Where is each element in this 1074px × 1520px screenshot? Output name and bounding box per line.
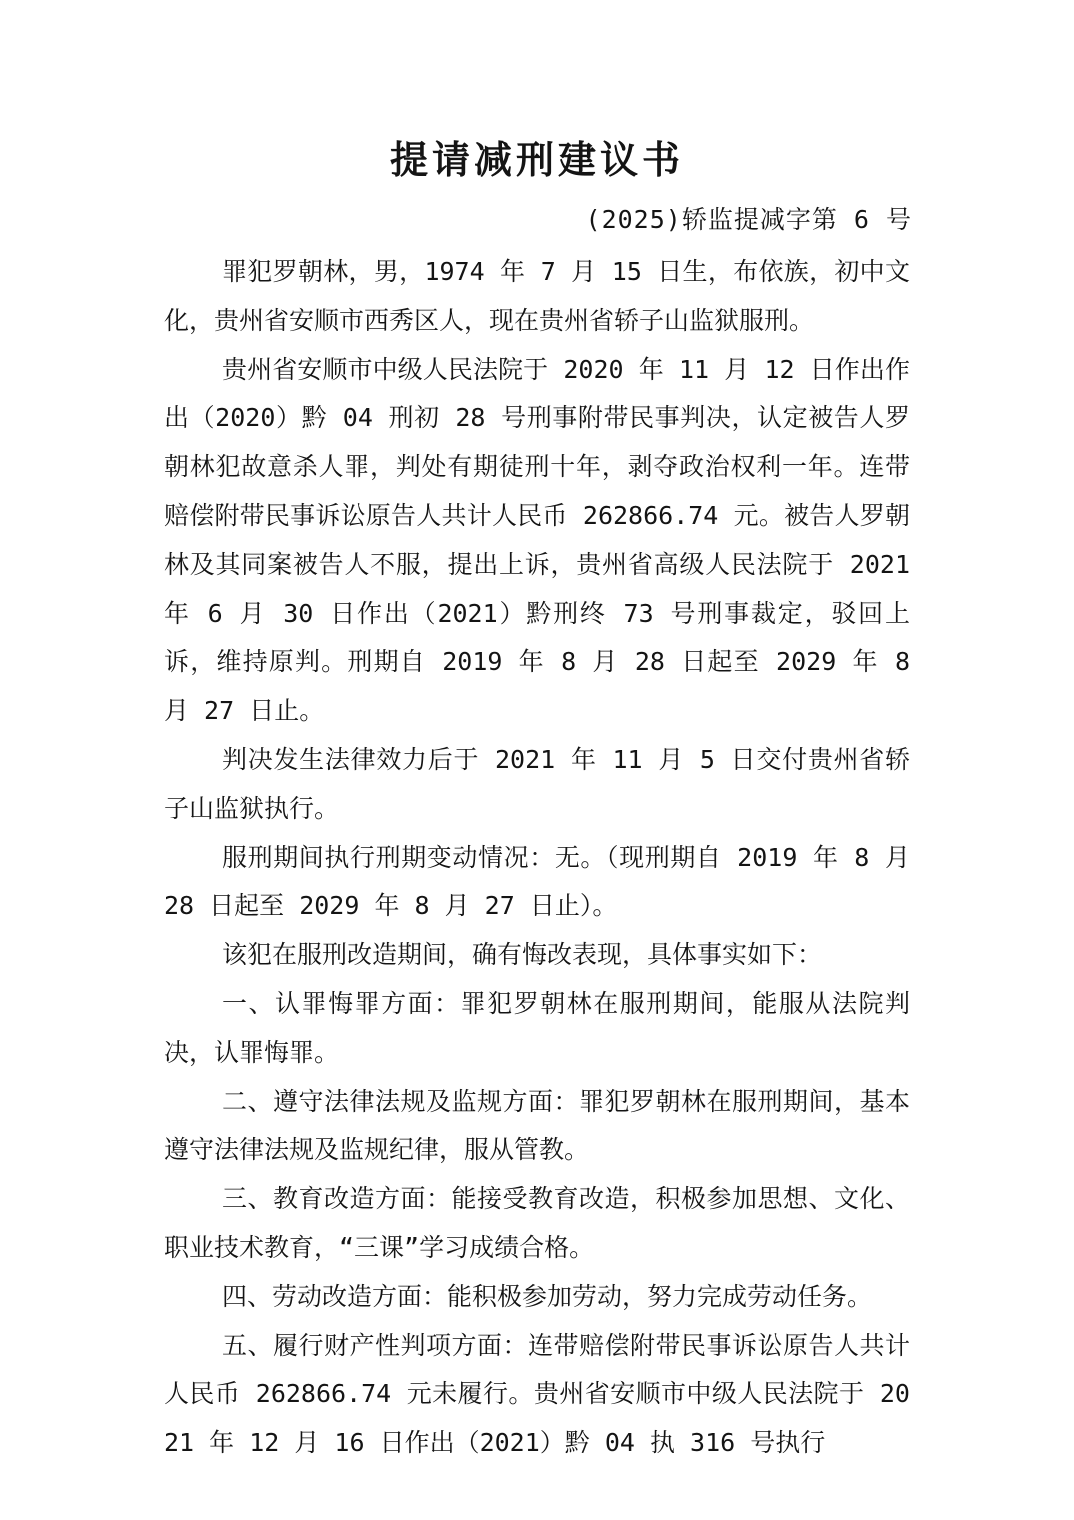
document-title: 提请减刑建议书 bbox=[389, 137, 684, 182]
paragraph-item-3: 三、教育改造方面：能接受教育改造，积极参加思想、文化、职业技术教育，“三课”学习成绩合格。 bbox=[164, 1184, 910, 1262]
paragraph-sentence-change: 服刑期间执行刑期变动情况：无。（现刑期自 2019 年 8 月 28 日起至 2029 年 8 月 27 日止）。 bbox=[164, 842, 910, 921]
paragraph-criminal-info: 罪犯罗朝林，男，1974 年 7 月 15 日生，布依族，初中文化，贵州省安顺市西秀区人，现在贵州省轿子山监狱服刑。 bbox=[164, 257, 910, 335]
document-body bbox=[164, 248, 910, 1468]
paragraph-item-4: 四、劳动改造方面：能积极参加劳动，努力完成劳动任务。 bbox=[222, 1281, 873, 1311]
paragraph-execution: 判决发生法律效力后于 2021 年 11 月 5 日交付贵州省轿子山监狱执行。 bbox=[164, 744, 910, 823]
paragraph-item-5: 五、履行财产性判项方面：连带赔偿附带民事诉讼原告人共计人民币 262866.74 元未履行。贵州省安顺市中级人民法院于 2021 年 12 月 16 日作出（2021）黔 04 执 316 号执行 bbox=[164, 1330, 910, 1458]
document-number: (2025)轿监提减字第 6 号 bbox=[585, 205, 912, 234]
paragraph-repentance-intro: 该犯在服刑改造期间，确有悔改表现，具体事实如下： bbox=[222, 940, 823, 970]
paragraph-item-1: 一、认罪悔罪方面：罪犯罗朝林在服刑期间，能服从法院判决，认罪悔罪。 bbox=[164, 988, 910, 1067]
paragraph-item-2: 二、遵守法律法规及监规方面：罪犯罗朝林在服刑期间，基本遵守法律法规及监规纪律，服从管教。 bbox=[164, 1086, 910, 1165]
paragraph-judgment: 贵州省安顺市中级人民法院于 2020 年 11 月 12 日作出作出（2020）黔 04 刑初 28 号刑事附带民事判决，认定被告人罗朝林犯故意杀人罪，判处有期徒刑十年，剥夺政治权利一年。连带赔偿附带民事诉讼原告人共计人民币 262866.74 元。被告人罗朝林及其同案被告人不服，提出上诉，贵州省高级人民法院于 2021 年 6 月 30 日作出（2021）黔刑终 73 号刑事裁定，驳回上诉，维持原判。刑期自 2019 年 8 月 28 日起至 2029 年 8 月 27 日止。 bbox=[164, 354, 910, 726]
